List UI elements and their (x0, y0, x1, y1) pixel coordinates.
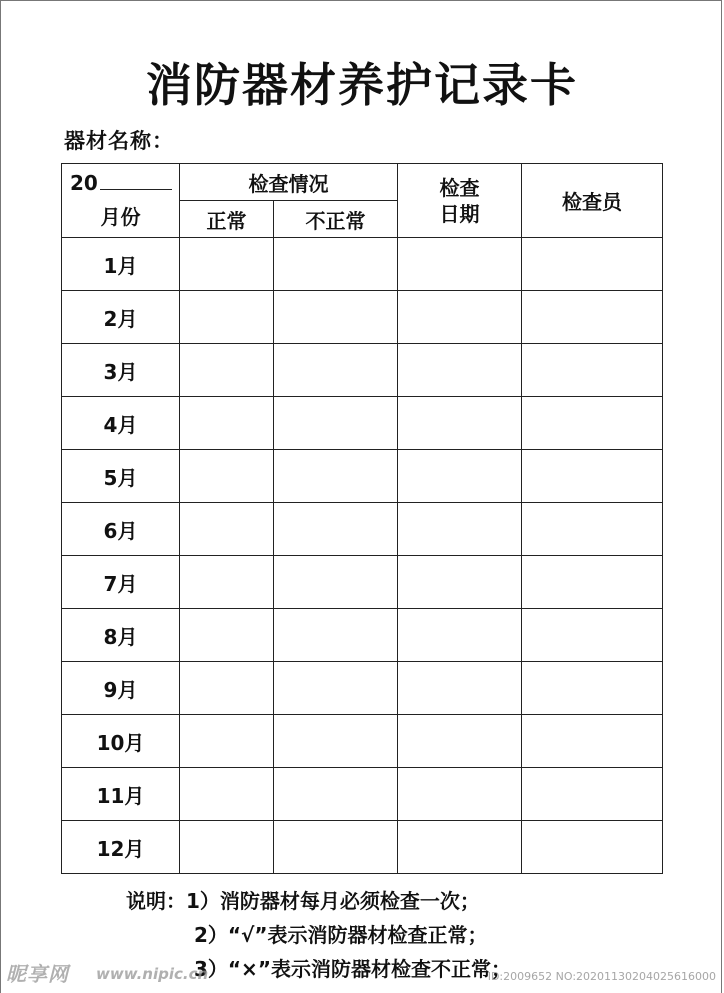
table-row (62, 503, 663, 556)
inspection-date-cell[interactable] (398, 397, 522, 450)
month-cell: 1月 (62, 238, 180, 291)
inspection-status-header: 检查情况 (180, 164, 398, 201)
abnormal-cell[interactable] (274, 450, 398, 503)
abnormal-cell[interactable] (274, 609, 398, 662)
abnormal-cell[interactable] (274, 556, 398, 609)
inspection-date-cell[interactable] (398, 821, 522, 874)
table-row (62, 556, 663, 609)
month-cell: 12月 (62, 821, 180, 874)
inspector-cell[interactable] (522, 768, 663, 821)
abnormal-header: 不正常 (274, 201, 398, 238)
watermark-id: ID:2009652 NO:20201130204025616000 (487, 970, 716, 983)
normal-cell[interactable] (180, 238, 274, 291)
month-cell: 7月 (62, 556, 180, 609)
abnormal-cell[interactable] (274, 662, 398, 715)
table-row (62, 662, 663, 715)
note-2: 2）“√”表示消防器材检查正常； (194, 923, 488, 947)
month-cell: 8月 (62, 609, 180, 662)
table-row (62, 450, 663, 503)
table-row (62, 768, 663, 821)
inspection-date-cell[interactable] (398, 768, 522, 821)
abnormal-cell[interactable] (274, 397, 398, 450)
normal-cell[interactable] (180, 768, 274, 821)
inspector-cell[interactable] (522, 715, 663, 768)
inspector-cell[interactable] (522, 609, 663, 662)
note-3: 3）“×”表示消防器材检查不正常； (194, 957, 511, 981)
inspector-cell[interactable] (522, 821, 663, 874)
page-title: 消防器材养护记录卡 (146, 58, 578, 112)
normal-cell[interactable] (180, 556, 274, 609)
normal-cell[interactable] (180, 291, 274, 344)
inspection-date-cell[interactable] (398, 291, 522, 344)
equipment-name-label: 器材名称： (64, 129, 174, 153)
abnormal-cell[interactable] (274, 503, 398, 556)
inspector-header: 检查员 (522, 164, 663, 238)
inspection-date-cell[interactable] (398, 344, 522, 397)
month-cell: 5月 (62, 450, 180, 503)
inspection-date-cell[interactable] (398, 609, 522, 662)
inspector-cell[interactable] (522, 556, 663, 609)
year-prefix: 20 (70, 171, 98, 195)
notes-label: 说明： (126, 889, 186, 913)
inspector-cell[interactable] (522, 238, 663, 291)
maintenance-log-table (61, 163, 663, 874)
inspector-cell[interactable] (522, 344, 663, 397)
inspection-date-header (398, 164, 522, 238)
watermark-url: www.nipic.cn (96, 965, 209, 983)
inspection-date-cell[interactable] (398, 503, 522, 556)
normal-cell[interactable] (180, 609, 274, 662)
watermark (0, 953, 724, 993)
table-row (62, 238, 663, 291)
month-cell: 10月 (62, 715, 180, 768)
normal-cell[interactable] (180, 503, 274, 556)
inspector-cell[interactable] (522, 503, 663, 556)
abnormal-cell[interactable] (274, 715, 398, 768)
abnormal-cell[interactable] (274, 768, 398, 821)
inspector-cell[interactable] (522, 662, 663, 715)
inspection-date-cell[interactable] (398, 238, 522, 291)
table-row (62, 291, 663, 344)
watermark-logo: 昵享网 (6, 962, 69, 986)
inspection-date-cell[interactable] (398, 662, 522, 715)
month-header: 月份 (100, 205, 141, 229)
inspection-date-cell[interactable] (398, 715, 522, 768)
inspection-date-line1: 检查 (439, 175, 480, 200)
table-row (62, 821, 663, 874)
table-row (62, 609, 663, 662)
year-month-header-cell (62, 164, 180, 238)
abnormal-cell[interactable] (274, 238, 398, 291)
inspector-cell[interactable] (522, 450, 663, 503)
normal-cell[interactable] (180, 821, 274, 874)
table-row (62, 397, 663, 450)
month-cell: 6月 (62, 503, 180, 556)
table-row (62, 715, 663, 768)
month-cell: 4月 (62, 397, 180, 450)
month-cell: 2月 (62, 291, 180, 344)
normal-cell[interactable] (180, 450, 274, 503)
normal-cell[interactable] (180, 344, 274, 397)
normal-header: 正常 (180, 201, 274, 238)
abnormal-cell[interactable] (274, 344, 398, 397)
year-blank (100, 171, 172, 190)
note-1: 1）消防器材每月必须检查一次； (186, 889, 480, 913)
abnormal-cell[interactable] (274, 821, 398, 874)
month-cell: 3月 (62, 344, 180, 397)
inspector-cell[interactable] (522, 397, 663, 450)
normal-cell[interactable] (180, 715, 274, 768)
inspection-date-line2: 日期 (439, 201, 480, 226)
normal-cell[interactable] (180, 397, 274, 450)
inspector-cell[interactable] (522, 291, 663, 344)
table-row (62, 344, 663, 397)
month-cell: 9月 (62, 662, 180, 715)
month-cell: 11月 (62, 768, 180, 821)
normal-cell[interactable] (180, 662, 274, 715)
abnormal-cell[interactable] (274, 291, 398, 344)
inspection-date-cell[interactable] (398, 450, 522, 503)
inspection-date-cell[interactable] (398, 556, 522, 609)
notes-first-line (126, 884, 480, 918)
